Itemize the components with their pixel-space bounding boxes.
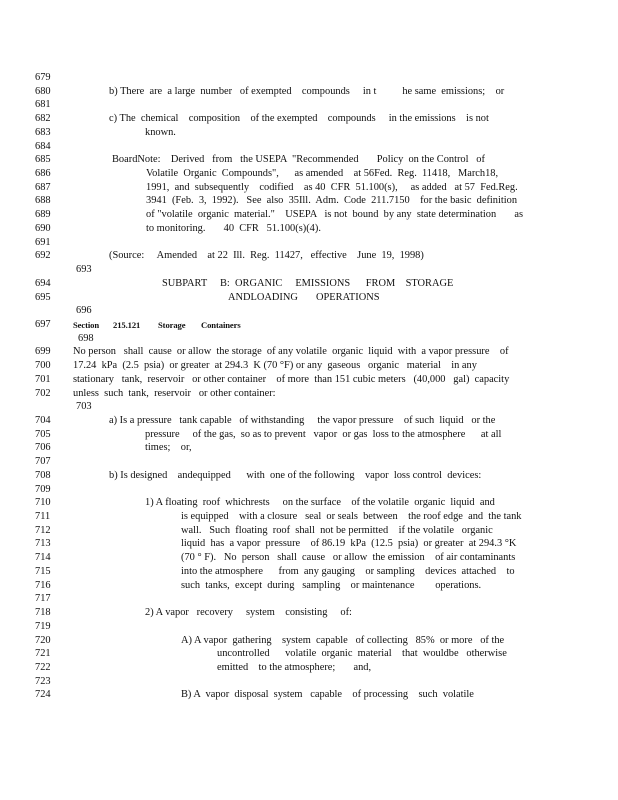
document-line (0, 277, 618, 291)
line-number: 710 (35, 497, 51, 509)
document-line (0, 359, 618, 373)
document-line (0, 483, 618, 497)
line-text: into the atmosphere from any gauging or sampling devices attached to (181, 565, 515, 577)
line-number: 680 (35, 85, 51, 97)
line-text: b) There are a large number of exempted compounds in t he same emissions; or (109, 85, 505, 97)
document-line (0, 524, 618, 538)
line-number: 721 (35, 648, 51, 660)
line-number: 690 (35, 222, 51, 234)
document-line (0, 675, 618, 689)
line-number: 713 (35, 538, 51, 550)
line-number: 724 (35, 689, 51, 701)
line-text: a) Is a pressure tank capable of withstanding the vapor pressure of such liquid or the (109, 415, 496, 426)
line-number: 686 (35, 168, 51, 180)
line-number: 709 (35, 483, 51, 495)
line-text: (Source: Amended at 22 Ill. Reg. 11427, effective June 19, 1998) (109, 250, 424, 262)
document-line (0, 414, 618, 428)
line-number: 692 (35, 250, 51, 262)
line-text: known. (145, 126, 176, 138)
document-line (0, 496, 618, 510)
document-line (0, 208, 618, 222)
line-number: 714 (35, 552, 51, 564)
line-text: emitted to the atmosphere; and, (217, 661, 372, 673)
document-line (0, 181, 618, 195)
line-number: 711 (35, 511, 51, 523)
line-text: liquid has a vapor pressure of 86.19 kPa (12.5 psia) or greater at 294.3 °K (181, 538, 517, 550)
line-text: c) The chemical composition of the exempted compounds in the emissions is not (109, 113, 489, 125)
line-text: is equipped with a closure seal or seals between the roof edge and the tank (181, 511, 522, 523)
line-text: No person shall cause or allow the storage of any volatile organic liquid with a vapor pressure of (73, 346, 509, 358)
line-number: 696 (76, 305, 92, 317)
section-heading-part: 215.121 (113, 319, 141, 330)
document-line (0, 592, 618, 606)
document-line (0, 428, 618, 442)
document-line (0, 167, 618, 181)
line-number: 679 (35, 72, 51, 83)
document-line (0, 318, 618, 332)
line-text: b) Is designed andequipped with one of the following vapor loss control devices: (109, 469, 482, 481)
document-line (0, 455, 618, 469)
line-number: 681 (35, 99, 51, 111)
line-number: 712 (35, 524, 51, 536)
document-line (0, 387, 618, 401)
line-text: ANDLOADING OPERATIONS (228, 291, 380, 303)
line-text: pressure of the gas, so as to prevent vapor or gas loss to the atmosphere at all (145, 428, 502, 440)
line-number: 698 (78, 332, 94, 344)
document-line (0, 249, 618, 263)
document-line (0, 140, 618, 154)
line-number: 700 (35, 360, 51, 372)
document-line (0, 510, 618, 524)
section-heading-part: Containers (201, 319, 241, 330)
document-line (0, 291, 618, 305)
document-line (0, 304, 618, 318)
line-number: 717 (35, 593, 51, 605)
line-text: times; or, (145, 442, 192, 454)
line-text: Volatile Organic Compounds", as amended at 56Fed. Reg. 11418, March18, (146, 168, 499, 180)
section-heading-part: Section (73, 319, 100, 330)
line-number: 699 (35, 346, 51, 358)
section-heading-part: Storage (158, 319, 186, 330)
line-number: 703 (76, 401, 92, 413)
line-text: of "volatile organic material." USEPA is not bound by any state determination as (146, 209, 524, 221)
line-number: 685 (35, 154, 51, 166)
line-text: (70 ° F). No person shall cause or allow the emission of air contaminants (181, 552, 516, 564)
document-line (0, 332, 618, 346)
document-line (0, 469, 618, 483)
line-text: B) A vapor disposal system capable of processing such volatile (181, 689, 474, 701)
document-line (0, 345, 618, 359)
line-number: 697 (35, 318, 51, 330)
line-number: 723 (35, 675, 51, 687)
line-number: 706 (35, 442, 51, 454)
line-number: 722 (35, 661, 51, 673)
document-line (0, 661, 618, 675)
document-line (0, 688, 618, 702)
line-text: 3941 (Feb. 3, 1992). See also 35Ill. Adm. Code 211.7150 for the basic definition (146, 195, 518, 207)
line-text: such tanks, except during sampling or maintenance operations. (181, 579, 482, 591)
line-text: 17.24 kPa (2.5 psia) or greater at 294.3 K (70 °F) or any gaseous organic material in any (73, 360, 477, 372)
line-number: 719 (35, 620, 51, 632)
document-line (0, 126, 618, 140)
document-line (0, 153, 618, 167)
document-line (0, 579, 618, 593)
line-text: SUBPART B: ORGANIC EMISSIONS FROM STORAGE (162, 277, 454, 289)
line-number: 683 (35, 126, 51, 138)
line-number: 715 (35, 565, 51, 577)
line-number: 702 (35, 387, 51, 399)
document-line (0, 71, 618, 85)
line-text: 2) A vapor recovery system consisting of: (145, 607, 352, 619)
line-text: 1991, and subsequently codified as 40 CFR 51.100(s), as added at 57 Fed.Reg. (146, 181, 518, 193)
line-number: 704 (35, 415, 51, 426)
line-number: 718 (35, 607, 51, 619)
line-text: wall. Such floating roof shall not be permitted if the volatile organic (181, 524, 493, 536)
line-text: to monitoring. 40 CFR 51.100(s)(4). (146, 222, 321, 234)
document-line (0, 400, 618, 414)
line-number: 705 (35, 428, 51, 440)
line-number: 716 (35, 579, 51, 591)
document-line (0, 634, 618, 648)
line-text: unless such tank, reservoir or other container: (73, 387, 276, 399)
line-number: 684 (35, 140, 51, 152)
line-text: uncontrolled volatile organic material that wouldbe otherwise (217, 648, 507, 660)
document-line (0, 222, 618, 236)
line-text: 1) A floating roof whichrests on the surface of the volatile organic liquid and (145, 497, 495, 509)
document-line (0, 551, 618, 565)
document-line (0, 112, 618, 126)
line-number: 701 (35, 373, 51, 385)
line-number: 695 (35, 291, 51, 303)
document-line (0, 373, 618, 387)
document-line (0, 565, 618, 579)
document-line (0, 236, 618, 250)
document-line (0, 85, 618, 99)
document-line (0, 194, 618, 208)
line-number: 720 (35, 634, 51, 646)
line-text: BoardNote: Derived from the USEPA "Recommended Policy on the Control of (112, 154, 485, 166)
line-number: 688 (35, 195, 51, 207)
document-line (0, 441, 618, 455)
document-line (0, 98, 618, 112)
document-line (0, 647, 618, 661)
document-line (0, 263, 618, 277)
document-line (0, 606, 618, 620)
line-number: 693 (76, 264, 92, 276)
line-text: stationary tank, reservoir or other container of more than 151 cubic meters (40,000 gal) capacity (73, 373, 510, 385)
document-line (0, 537, 618, 551)
line-number: 708 (35, 469, 51, 481)
line-number: 687 (35, 181, 51, 193)
line-number: 707 (35, 456, 51, 468)
document-line (0, 620, 618, 634)
line-text: A) A vapor gathering system capable of collecting 85% or more of the (181, 634, 505, 646)
line-number: 689 (35, 209, 51, 221)
line-number: 682 (35, 113, 51, 125)
line-number: 694 (35, 277, 51, 289)
line-number: 691 (35, 236, 51, 248)
